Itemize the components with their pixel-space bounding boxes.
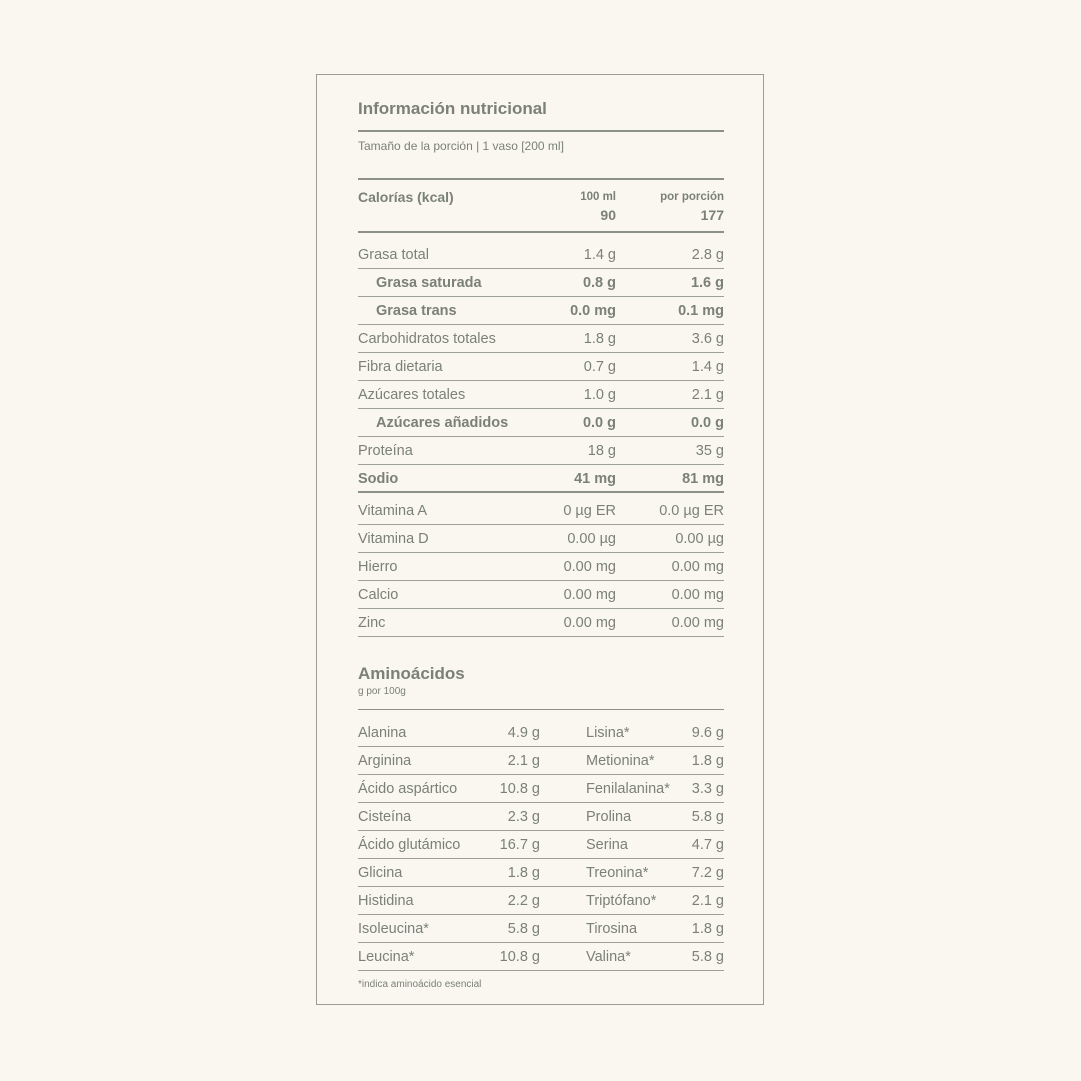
nutrient-row (358, 465, 724, 493)
nutrient-100ml: 0.0 g (582, 415, 616, 431)
nutrient-100ml: 0.7 g (583, 359, 616, 375)
nutrient-row (358, 325, 724, 353)
panel-title: Información nutricional (358, 99, 547, 118)
nutrient-row (358, 297, 724, 325)
footnote: *indica aminoácido esencial (358, 979, 482, 990)
amino-label: Serina (586, 837, 628, 853)
vitamin-100ml: 0.00 mg (563, 615, 616, 631)
nutrient-serving: 2.1 g (691, 387, 724, 403)
vitamin-100ml: 0 µg ER (563, 503, 616, 519)
amino-label: Treonina* (586, 865, 649, 881)
amino-row (358, 915, 724, 943)
amino-value: 7.2 g (691, 865, 724, 881)
amino-value: 10.8 g (499, 781, 540, 797)
nutrient-serving: 0.1 mg (678, 303, 724, 319)
vitamin-row (358, 581, 724, 609)
amino-table (358, 719, 724, 971)
amino-value: 1.8 g (507, 865, 540, 881)
amino-row (358, 803, 724, 831)
vitamin-row (358, 497, 724, 525)
amino-label: Triptófano* (586, 893, 657, 909)
vitamin-serving: 0.0 µg ER (659, 503, 724, 519)
col-100ml (548, 191, 616, 223)
amino-title: Aminoácidos (358, 664, 465, 683)
amino-value: 5.8 g (691, 949, 724, 965)
nutrient-label: Azúcares añadidos (376, 415, 509, 431)
nutrient-label: Proteína (358, 443, 413, 459)
amino-row (358, 747, 724, 775)
amino-value: 1.8 g (691, 921, 724, 937)
nutrient-serving: 2.8 g (691, 247, 724, 263)
amino-label: Histidina (358, 893, 414, 909)
amino-unit: g por 100g (358, 686, 406, 697)
nutrient-label: Grasa trans (376, 303, 457, 319)
vitamin-label: Vitamina D (358, 531, 429, 547)
amino-value: 2.1 g (507, 753, 540, 769)
vitamin-100ml: 0.00 µg (567, 531, 616, 547)
vitamin-label: Hierro (358, 559, 398, 575)
nutrient-100ml: 1.0 g (583, 387, 616, 403)
nutrient-100ml: 41 mg (574, 471, 616, 487)
amino-value: 2.3 g (507, 809, 540, 825)
vitamin-serving: 0.00 mg (671, 587, 724, 603)
amino-value: 16.7 g (499, 837, 540, 853)
nutrient-100ml: 1.4 g (583, 247, 616, 263)
vitamin-label: Vitamina A (358, 503, 428, 519)
nutrient-label: Fibra dietaria (358, 359, 443, 375)
amino-label: Prolina (586, 809, 632, 825)
divider (358, 178, 724, 180)
serving-size: Tamaño de la porción | 1 vaso [200 ml] (358, 139, 564, 153)
nutrient-row (358, 381, 724, 409)
nutrients-table (358, 241, 724, 493)
nutrient-label: Sodio (358, 471, 399, 487)
amino-row (358, 943, 724, 971)
calories-header (358, 189, 724, 229)
nutrient-label: Grasa saturada (376, 275, 482, 291)
nutrient-serving: 1.6 g (690, 275, 724, 291)
amino-value: 10.8 g (499, 949, 540, 965)
nutrient-serving: 81 mg (682, 471, 724, 487)
nutrient-100ml: 1.8 g (583, 331, 616, 347)
amino-label: Lisina* (586, 725, 630, 741)
nutrient-serving: 35 g (695, 443, 724, 459)
divider (358, 709, 724, 710)
amino-row (358, 831, 724, 859)
calories-label: Calorías (kcal) (358, 189, 454, 205)
divider (358, 130, 724, 132)
amino-row (358, 775, 724, 803)
nutrition-panel (316, 74, 764, 1005)
vitamin-label: Zinc (358, 615, 386, 631)
nutrient-row (358, 437, 724, 465)
amino-row (358, 719, 724, 747)
vitamins-table (358, 497, 724, 637)
amino-row (358, 859, 724, 887)
vitamin-row (358, 525, 724, 553)
vitamin-row (358, 609, 724, 637)
vitamin-label: Calcio (358, 587, 399, 603)
amino-label: Valina* (586, 949, 631, 965)
vitamin-100ml: 0.00 mg (563, 587, 616, 603)
divider (358, 231, 724, 233)
amino-value: 4.9 g (507, 725, 540, 741)
col-per-serving-header: por porción (660, 191, 724, 203)
amino-value: 9.6 g (691, 725, 724, 741)
nutrient-label: Azúcares totales (358, 387, 466, 403)
amino-label: Cisteína (358, 809, 412, 825)
nutrient-serving: 1.4 g (691, 359, 724, 375)
amino-label: Glicina (358, 865, 403, 881)
amino-label: Tirosina (586, 921, 638, 937)
nutrient-row (358, 353, 724, 381)
amino-value: 2.2 g (507, 893, 540, 909)
amino-label: Leucina* (358, 949, 415, 965)
amino-value: 3.3 g (691, 781, 724, 797)
vitamin-serving: 0.00 mg (671, 559, 724, 575)
nutrient-row (358, 241, 724, 269)
amino-value: 5.8 g (691, 809, 724, 825)
calories-per-serving: 177 (700, 207, 724, 223)
vitamin-serving: 0.00 mg (671, 615, 724, 631)
amino-value: 4.7 g (691, 837, 724, 853)
nutrient-row (358, 269, 724, 297)
nutrient-row (358, 409, 724, 437)
nutrient-label: Grasa total (358, 247, 429, 263)
calories-100ml: 90 (600, 207, 616, 223)
amino-row (358, 887, 724, 915)
amino-value: 5.8 g (507, 921, 540, 937)
col-100ml-header: 100 ml (580, 191, 616, 203)
amino-label: Fenilalanina* (586, 781, 670, 797)
nutrient-100ml: 18 g (587, 443, 616, 459)
amino-label: Arginina (358, 753, 412, 769)
col-per-serving (638, 191, 724, 223)
nutrient-serving: 3.6 g (691, 331, 724, 347)
vitamin-row (358, 553, 724, 581)
nutrient-serving: 0.0 g (690, 415, 724, 431)
amino-label: Ácido aspártico (358, 781, 458, 797)
amino-value: 2.1 g (691, 893, 724, 909)
amino-label: Ácido glutámico (358, 837, 461, 853)
amino-label: Alanina (358, 725, 407, 741)
nutrient-100ml: 0.0 mg (570, 303, 616, 319)
amino-value: 1.8 g (691, 753, 724, 769)
vitamin-100ml: 0.00 mg (563, 559, 616, 575)
vitamin-serving: 0.00 µg (675, 531, 724, 547)
amino-label: Isoleucina* (358, 921, 429, 937)
nutrient-label: Carbohidratos totales (358, 331, 496, 347)
nutrient-100ml: 0.8 g (582, 275, 616, 291)
amino-label: Metionina* (586, 753, 655, 769)
